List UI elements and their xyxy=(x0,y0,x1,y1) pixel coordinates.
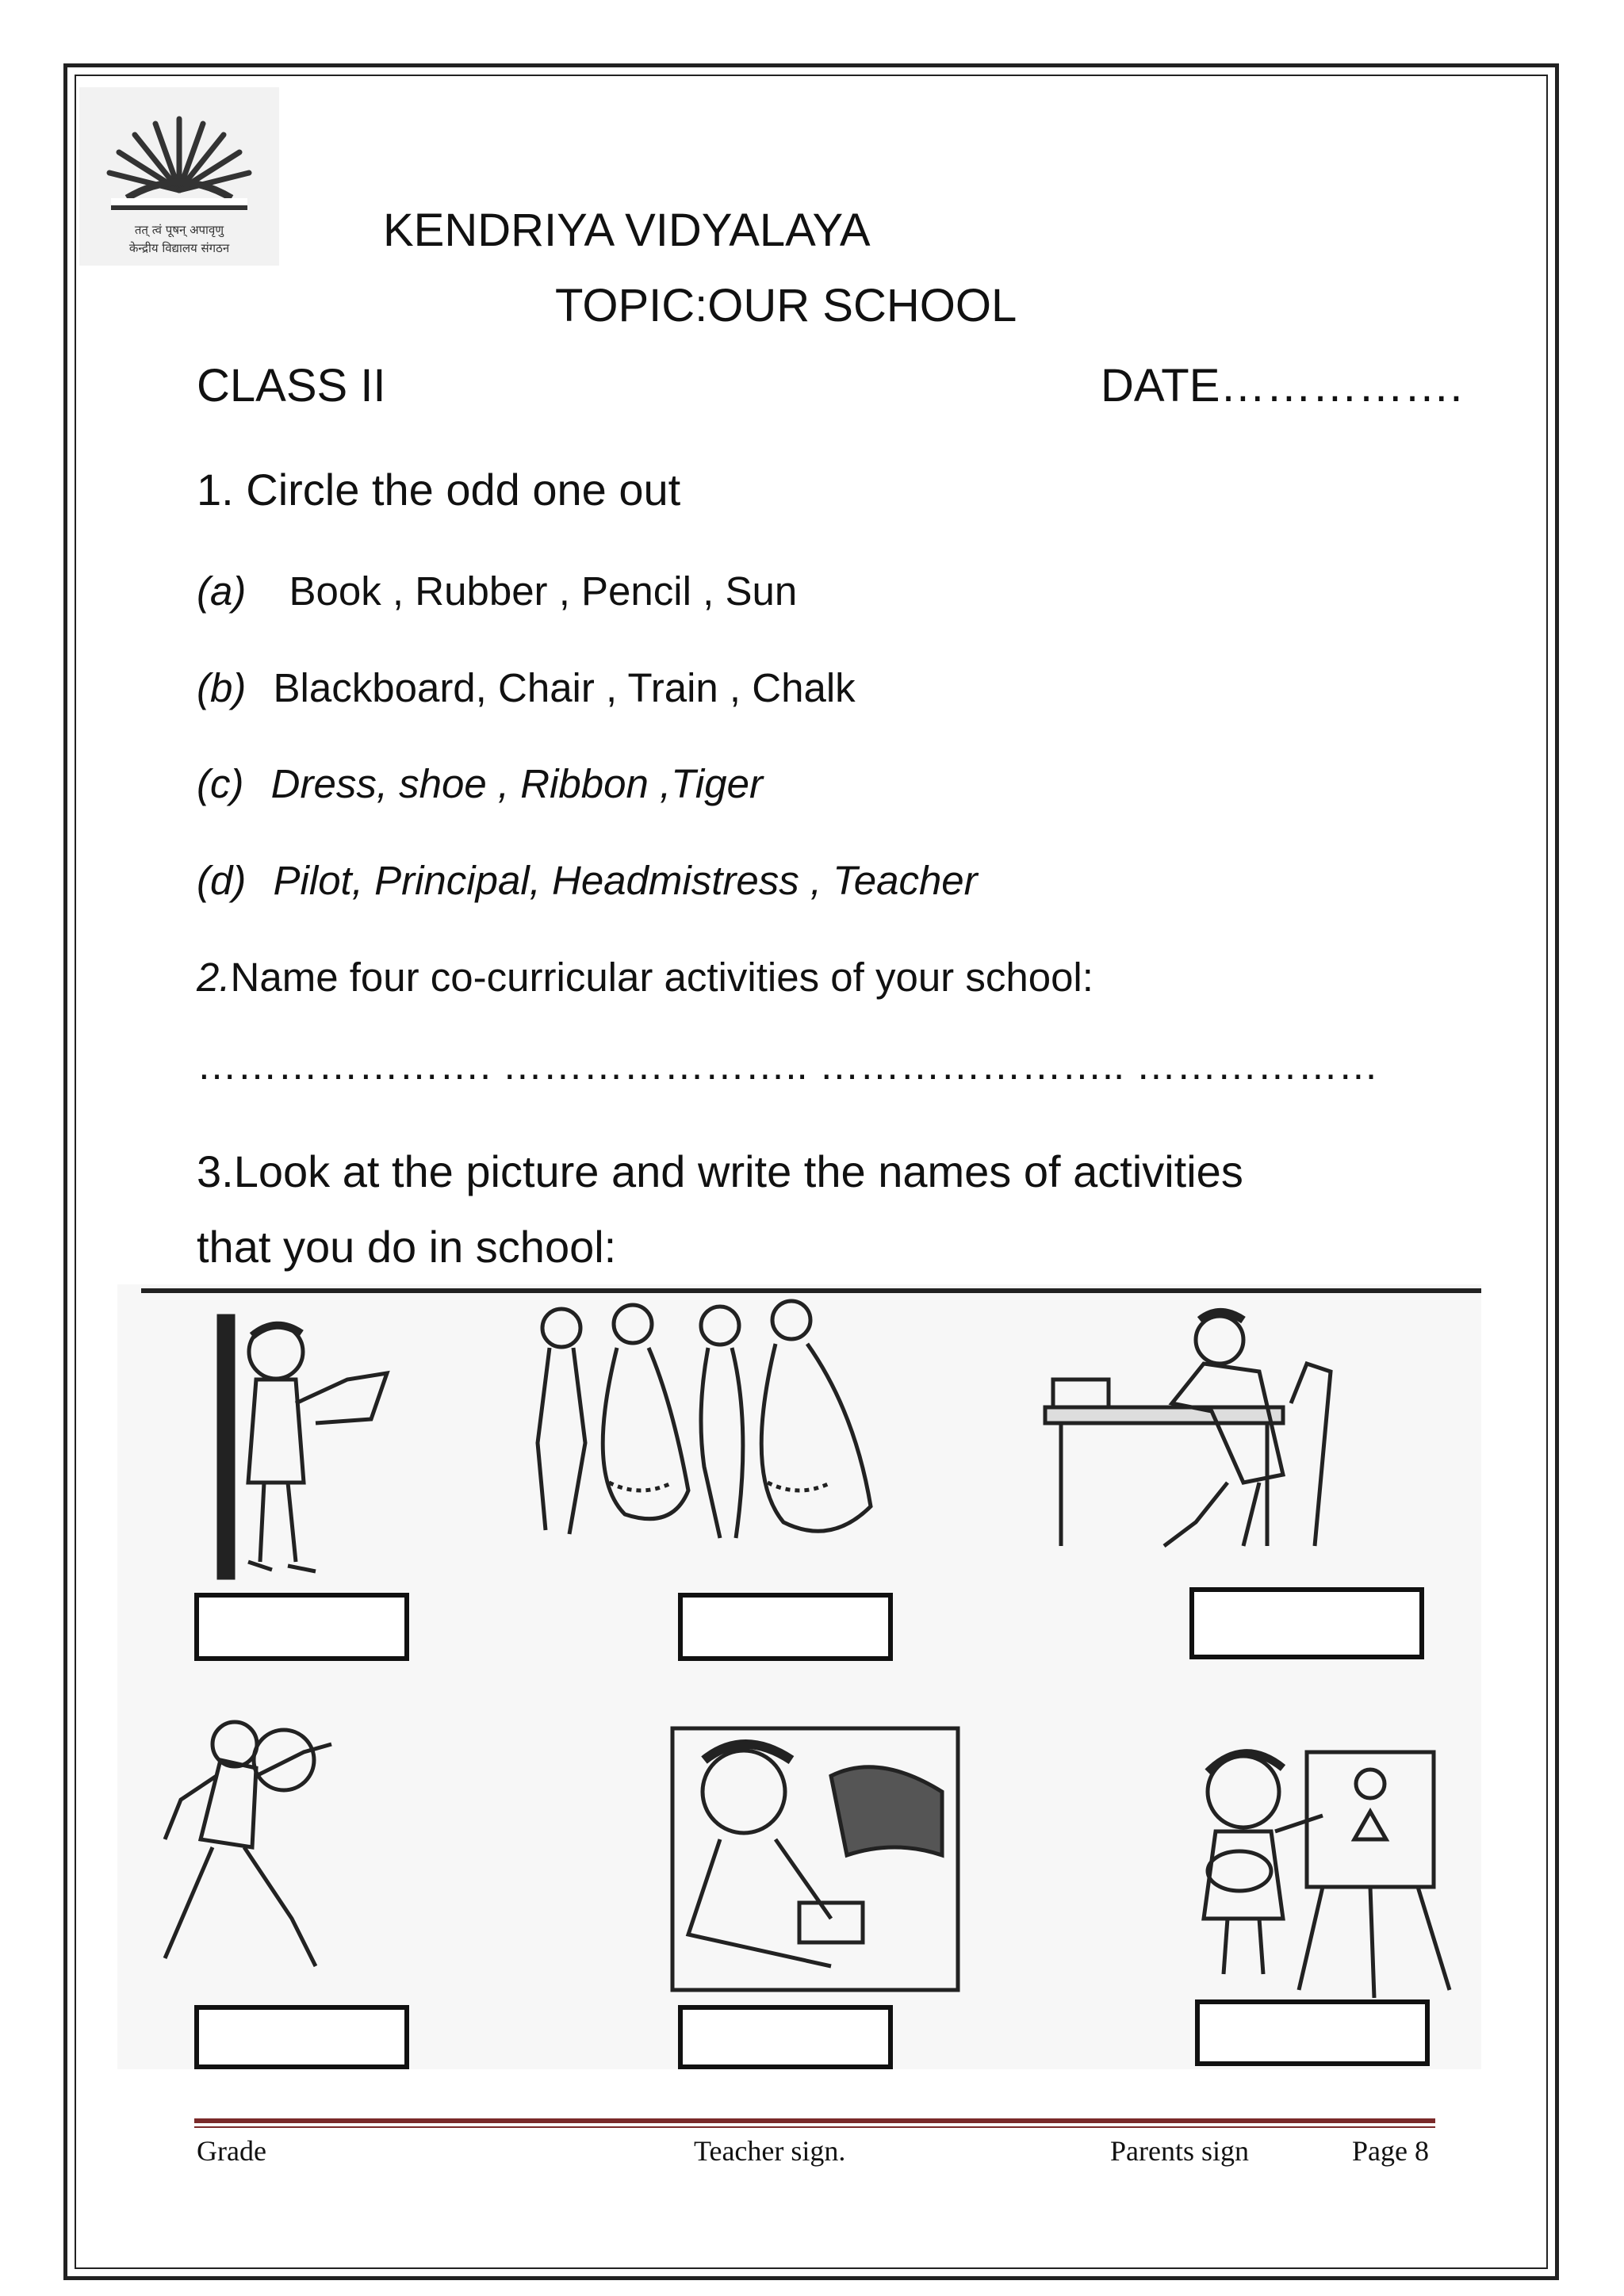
answer-box-3[interactable] xyxy=(1192,1590,1422,1657)
footer-rule-thin xyxy=(194,2126,1435,2128)
option-label: (a) xyxy=(197,568,247,614)
activities-picture xyxy=(117,1284,1481,2069)
answer-box-4[interactable] xyxy=(197,2007,407,2067)
page-number: Page 8 xyxy=(1352,2135,1429,2167)
answer-box-5[interactable] xyxy=(680,2007,891,2067)
date-field[interactable]: DATE……………. xyxy=(1101,360,1463,411)
sun-rays-logo-icon xyxy=(79,87,279,266)
answer-box-2[interactable] xyxy=(680,1595,891,1659)
q1-option-a[interactable] xyxy=(197,568,798,614)
option-text: Dress, shoe , Ribbon ,Tiger xyxy=(270,761,763,806)
q2-number: 2. xyxy=(197,955,231,1000)
parents-sign-label: Parents sign xyxy=(1110,2135,1249,2167)
topic-title: TOPIC:OUR SCHOOL xyxy=(555,280,1017,331)
class-label: CLASS II xyxy=(197,360,386,411)
q1-option-d[interactable] xyxy=(197,860,978,901)
logo-motto: तत् त्वं पूषन् अपावृणु xyxy=(134,223,224,237)
q1-option-b[interactable] xyxy=(197,665,856,710)
option-label: (b) xyxy=(197,665,247,710)
option-label: (d) xyxy=(197,858,247,903)
q2-text: Name four co-curricular activities of your school: xyxy=(230,955,1094,1000)
footer-rule-thick xyxy=(194,2118,1435,2123)
option-label: (c) xyxy=(197,761,244,806)
q2-title xyxy=(197,955,1094,1000)
school-name: KENDRIYA VIDYALAYA xyxy=(383,205,871,256)
kvs-logo xyxy=(79,87,279,266)
grade-label: Grade xyxy=(197,2135,266,2167)
option-text: Blackboard, Chair , Train , Chalk xyxy=(273,665,856,710)
answer-box-6[interactable] xyxy=(1197,2002,1427,2064)
q3-title-line2: that you do in school: xyxy=(197,1222,617,1272)
q1-option-c[interactable] xyxy=(197,763,763,804)
q1-title: 1. Circle the odd one out xyxy=(197,465,681,515)
q3-title-line1: 3.Look at the picture and write the names of activities xyxy=(197,1146,1243,1196)
option-text: Pilot, Principal, Headmistress , Teacher xyxy=(273,858,978,903)
logo-org-name: केन्द्रीय विद्यालय संगठन xyxy=(128,241,230,255)
teacher-sign-label: Teacher sign. xyxy=(694,2135,846,2167)
option-text: Book , Rubber , Pencil , Sun xyxy=(289,568,798,614)
answer-box-1[interactable] xyxy=(197,1595,407,1659)
q2-answer-blanks[interactable]: …………………. ………………….. ………………….. ……………… xyxy=(197,1043,1379,1088)
